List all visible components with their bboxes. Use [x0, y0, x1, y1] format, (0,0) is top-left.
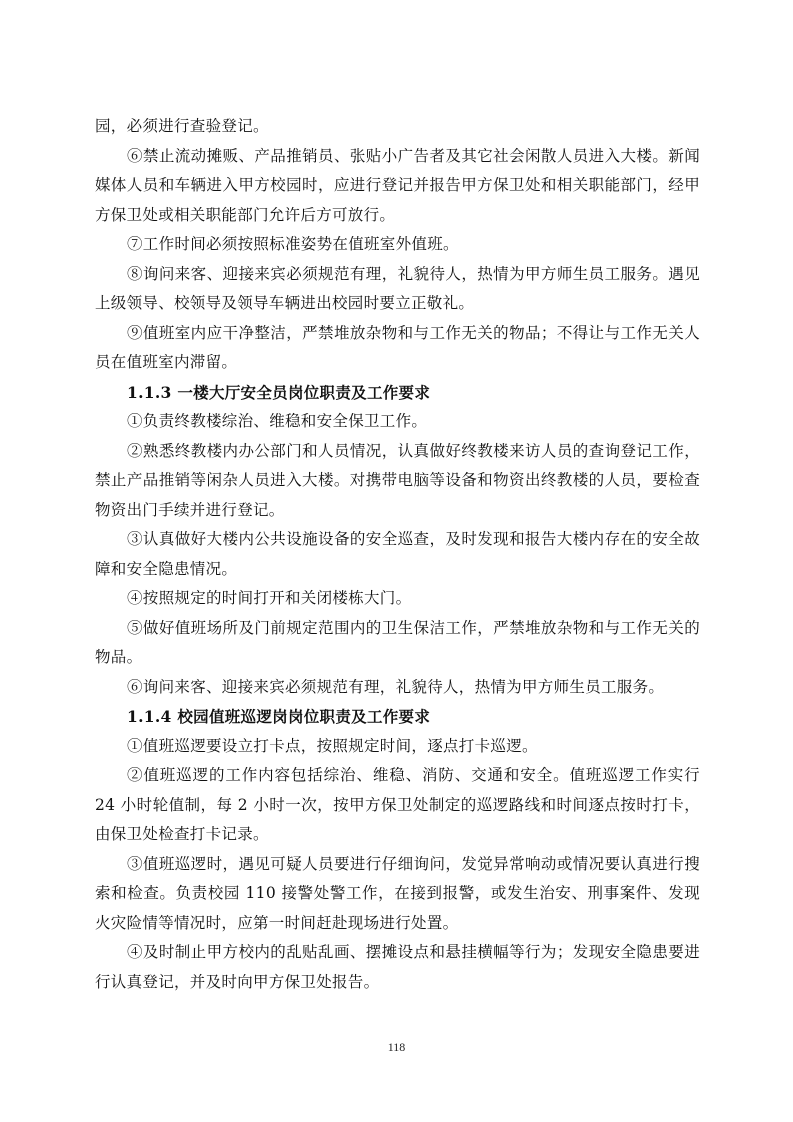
body-paragraph: ⑧询问来客、迎接来宾必须规范有理，礼貌待人，热情为甲方师生员工服务。遇见上级领导、校领导及领导车辆进出校园时要立正敬礼。 — [95, 264, 700, 312]
page-number: 118 — [387, 1040, 406, 1054]
body-paragraph: ②熟悉终教楼内办公部门和人员情况，认真做好终教楼来访人员的查询登记工作，禁止产品推销等闲杂人员进入大楼。对携带电脑等设备和物资出终教楼的人员，要检查物资出门手续并进行登记。 — [95, 441, 700, 519]
body-paragraph: ①值班巡逻要设立打卡点，按照规定时间，逐点打卡巡逻。 — [127, 736, 538, 755]
body-paragraph: ②值班巡逻的工作内容包括综治、维稳、消防、交通和安全。值班巡逻工作实行24 小时轮值制，每 2 小时一次，按甲方保卫处制定的巡逻路线和时间逐点按时打卡，由保卫处检查打卡记录。 — [95, 766, 700, 843]
body-paragraph: ⑦工作时间必须按照标准姿势在值班室外值班。 — [127, 235, 459, 253]
body-paragraph: ⑥禁止流动摊贩、产品推销员、张贴小广告者及其它社会闲散人员进入大楼。新闻媒体人员和车辆进入甲方校园时，应进行登记并报告甲方保卫处和相关职能部门，经甲方保卫处或相关职能部门允许后方可放行。 — [95, 146, 700, 224]
body-paragraph: ⑤做好值班场所及门前规定范围内的卫生保洁工作，严禁堆放杂物和与工作无关的物品。 — [95, 618, 700, 666]
body-paragraph: ④按照规定的时间打开和关闭楼栋大门。 — [127, 589, 412, 607]
body-paragraph: 园，必须进行查验登记。 — [95, 117, 269, 135]
document-body — [95, 112, 700, 997]
body-paragraph: ⑥询问来客、迎接来宾必须规范有理，礼貌待人，热情为甲方师生员工服务。 — [127, 677, 665, 696]
body-paragraph: ④及时制止甲方校内的乱贴乱画、摆摊设点和悬挂横幅等行为；发现安全隐患要进行认真登记，并及时向甲方保卫处报告。 — [95, 943, 700, 991]
body-paragraph: ⑨值班室内应干净整洁，严禁堆放杂物和与工作无关的物品；不得让与工作无关人员在值班室内滞留。 — [95, 323, 700, 371]
section-heading: 1.1.3 一楼大厅安全员岗位职责及工作要求 — [127, 382, 431, 402]
section-heading: 1.1.4 校园值班巡逻岗岗位职责及工作要求 — [127, 707, 431, 726]
body-paragraph: ①负责终教楼综治、维稳和安全保卫工作。 — [127, 412, 428, 430]
body-paragraph: ③值班巡逻时，遇见可疑人员要进行仔细询问，发觉异常响动或情况要认真进行搜索和检查。负责校园 110 接警处警工作，在接到报警，或发生治安、刑事案件、发现火灾险情等情况时，应第一时间赶赴现场进行处置。 — [95, 854, 700, 932]
body-paragraph: ③认真做好大楼内公共设施设备的安全巡查，及时发现和报告大楼内存在的安全故障和安全隐患情况。 — [95, 530, 700, 578]
